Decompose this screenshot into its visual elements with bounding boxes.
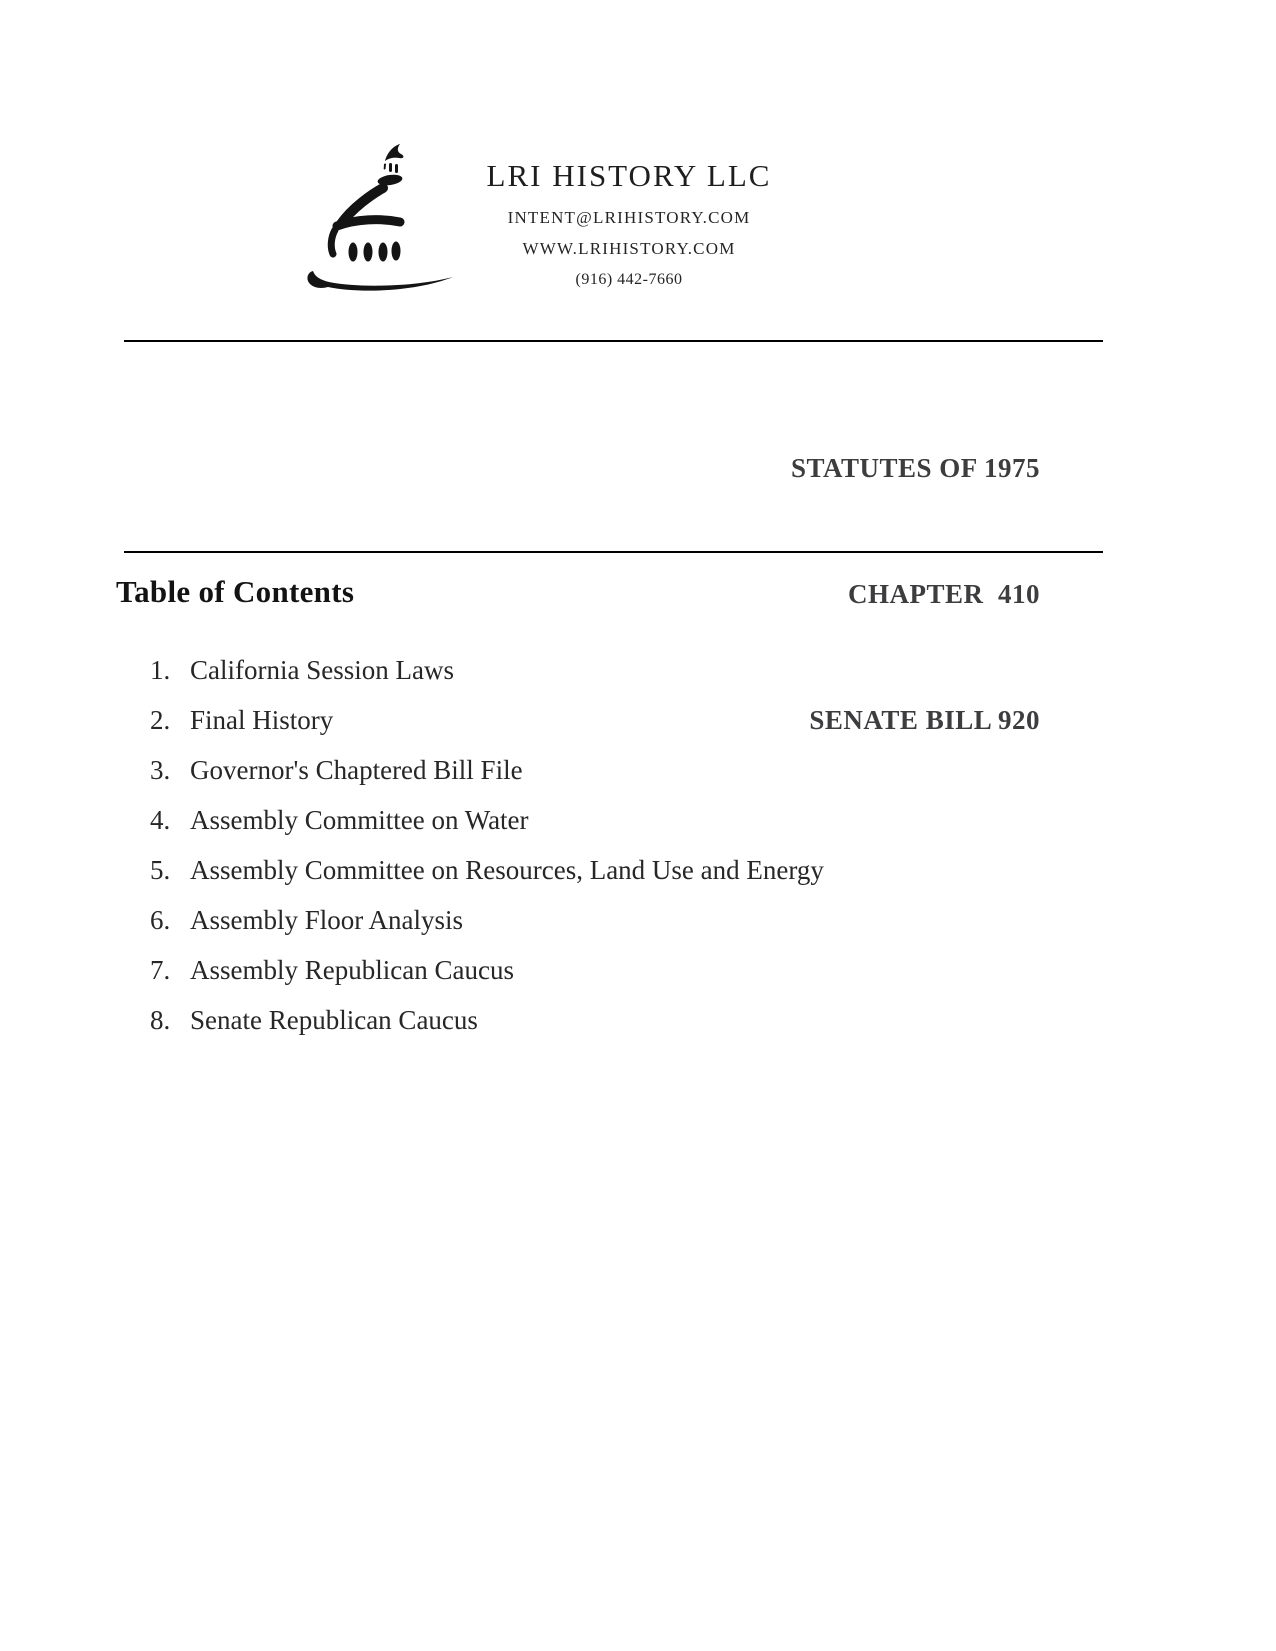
toc-item [150, 695, 824, 745]
toc-item-number: 6. [150, 904, 171, 935]
toc-item [150, 845, 824, 895]
toc-item-label: Final History [190, 704, 334, 735]
toc-item [150, 745, 824, 795]
toc-item-number: 3. [150, 754, 171, 785]
toc-item-label: Assembly Committee on Resources, Land Use and Energy [190, 854, 824, 885]
toc-title: Table of Contents [116, 574, 355, 609]
toc-item-number: 5. [150, 854, 171, 885]
company-email: INTENT@LRIHISTORY.COM [507, 208, 751, 227]
toc-item [150, 645, 824, 695]
senate-bill-line: SENATE BILL 920 [809, 705, 1040, 735]
toc-item-label: Governor's Chaptered Bill File [190, 754, 523, 785]
toc-item-number: 1. [150, 654, 171, 685]
toc-item-number: 7. [150, 954, 171, 985]
letterhead-text [448, 158, 810, 289]
capitol-dome-logo-icon [300, 130, 460, 300]
toc-item-number: 4. [150, 804, 171, 835]
toc-item-label: Assembly Floor Analysis [190, 904, 464, 935]
toc-item [150, 945, 824, 995]
company-website: WWW.LRIHISTORY.COM [522, 239, 736, 258]
toc-list [150, 645, 824, 1045]
toc-item-label: Assembly Republican Caucus [190, 954, 514, 985]
horizontal-rule-top [124, 340, 1103, 342]
company-name: LRI HISTORY LLC [486, 158, 772, 193]
toc-item-label: Assembly Committee on Water [190, 804, 529, 835]
toc-item-number: 8. [150, 1004, 171, 1035]
toc-item [150, 795, 824, 845]
bill-reference [791, 363, 1040, 825]
toc-item-label: California Session Laws [190, 654, 454, 685]
toc-item-number: 2. [150, 704, 171, 735]
company-phone: (916) 442-7660 [575, 271, 683, 288]
chapter-line: CHAPTER 410 [847, 579, 1040, 609]
statutes-line: STATUTES OF 1975 [790, 453, 1040, 483]
toc-item [150, 995, 824, 1045]
horizontal-rule-bottom [124, 551, 1103, 553]
toc-item [150, 895, 824, 945]
toc-item-label: Senate Republican Caucus [190, 1004, 478, 1035]
